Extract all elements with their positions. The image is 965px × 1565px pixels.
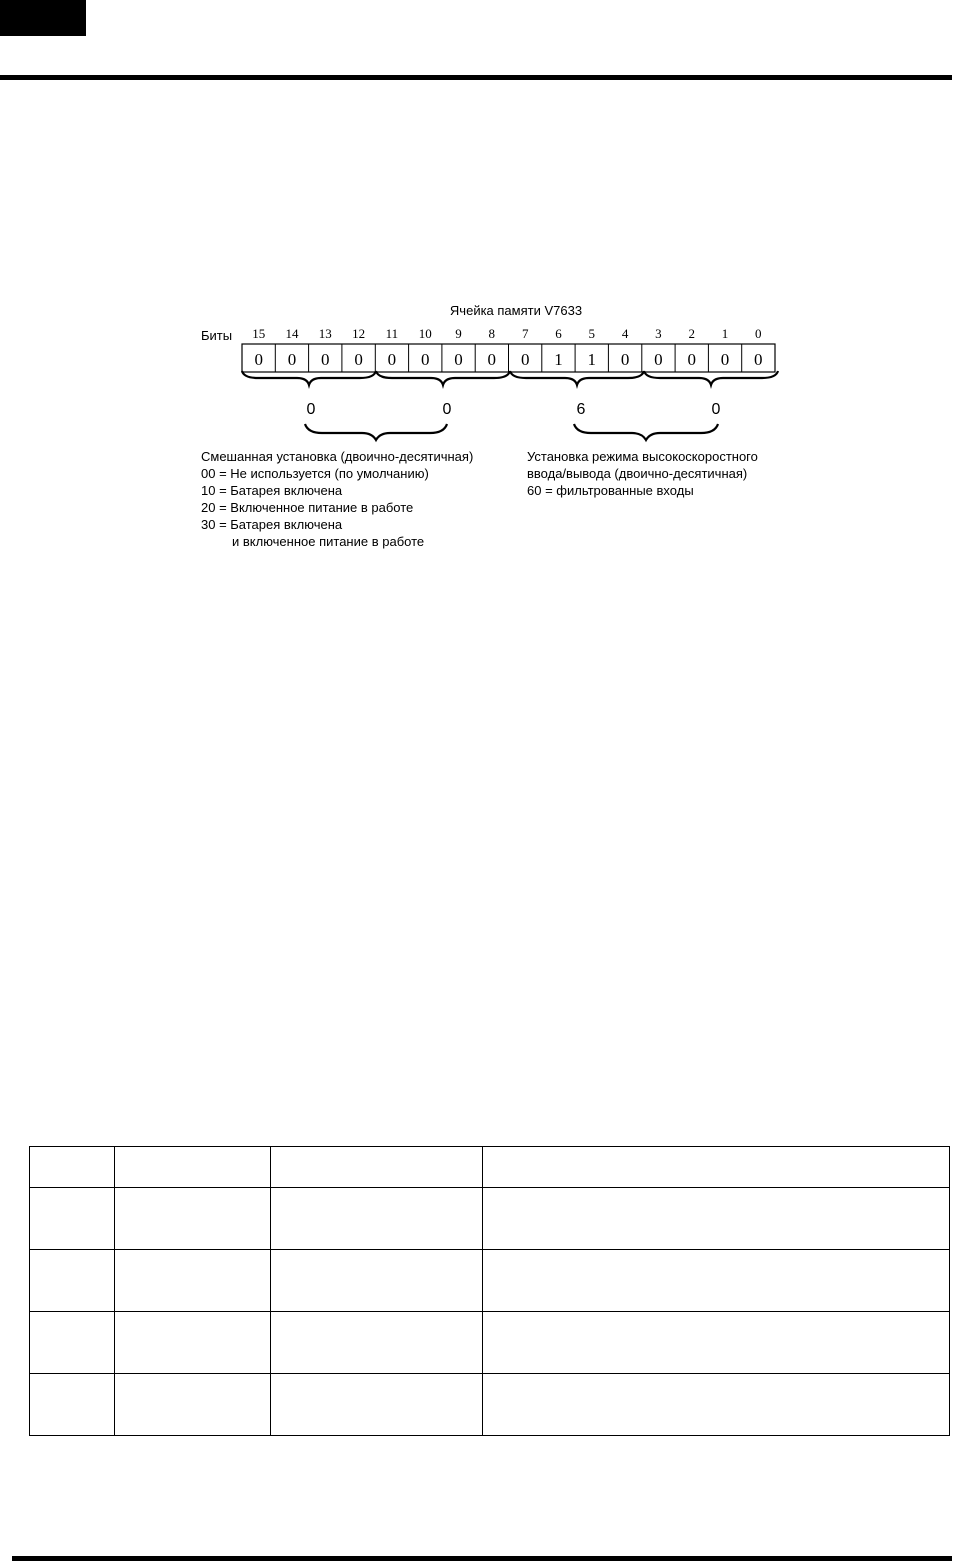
bit-value-cell: 1 bbox=[587, 350, 597, 369]
bit-value-cell: 0 bbox=[754, 350, 763, 369]
table-row bbox=[30, 1250, 950, 1312]
table-cell bbox=[114, 1312, 270, 1374]
bit-number-label: 9 bbox=[455, 326, 462, 341]
bit-number-label: 12 bbox=[352, 326, 366, 341]
table-cell bbox=[270, 1188, 482, 1250]
table-header-row bbox=[30, 1147, 950, 1188]
footer-rule bbox=[12, 1556, 952, 1561]
legend-misc-line: Смешанная установка (двоично-десятичная) bbox=[201, 449, 474, 464]
brace-nibble-2 bbox=[376, 371, 510, 385]
empty-table bbox=[29, 1146, 950, 1436]
register-box bbox=[242, 344, 775, 372]
table-cell bbox=[30, 1312, 115, 1374]
bit-number-label: 4 bbox=[621, 326, 629, 341]
bit-number-row bbox=[252, 326, 761, 341]
table-cell bbox=[482, 1250, 950, 1312]
bit-number-label: 13 bbox=[318, 326, 332, 341]
bit-number-label: 15 bbox=[252, 326, 266, 341]
legend-hsio-line: 60 = фильтрованные входы bbox=[527, 483, 694, 498]
bit-number-label: 14 bbox=[285, 326, 299, 341]
nibble-value: 0 bbox=[442, 401, 452, 418]
bit-diagram-svg bbox=[0, 290, 965, 570]
legend-hsio-line: ввода/вывода (двоично-десятичная) bbox=[527, 466, 748, 481]
table-cell bbox=[270, 1374, 482, 1436]
bit-number-label: 11 bbox=[385, 326, 399, 341]
bit-number-label: 1 bbox=[721, 326, 729, 341]
nibble-value: 6 bbox=[576, 401, 586, 418]
bits-label: Биты bbox=[201, 328, 233, 343]
nibble-braces bbox=[242, 371, 778, 385]
nibble-value: 0 bbox=[306, 401, 316, 418]
bit-number-label: 6 bbox=[555, 326, 562, 341]
bit-value-cell: 0 bbox=[654, 350, 663, 369]
bit-value-cell: 0 bbox=[620, 350, 630, 369]
brace-nibble-3 bbox=[242, 371, 376, 385]
bit-value-cell: 0 bbox=[520, 350, 530, 369]
legend-misc-line: 20 = Включенное питание в работе bbox=[201, 500, 414, 515]
memory-bit-diagram bbox=[0, 290, 965, 570]
table-cell bbox=[270, 1147, 482, 1188]
legend-misc-setup bbox=[201, 449, 473, 549]
table-cell bbox=[270, 1250, 482, 1312]
cell-dividers bbox=[275, 344, 741, 372]
bit-value-cell: 0 bbox=[254, 350, 263, 369]
header-rule bbox=[0, 75, 952, 80]
table-cell bbox=[114, 1374, 270, 1436]
corner-block bbox=[0, 0, 86, 36]
bit-value-cell: 0 bbox=[321, 350, 330, 369]
nibble-value: 0 bbox=[711, 401, 721, 418]
bit-number-label: 5 bbox=[588, 326, 596, 341]
table-cell bbox=[114, 1147, 270, 1188]
bit-value-cell: 0 bbox=[387, 350, 397, 369]
bit-number-label: 8 bbox=[488, 326, 496, 341]
legend-misc-line: 10 = Батарея включена bbox=[201, 483, 343, 498]
legend-hsio-line: Установка режима высокоскоростного bbox=[527, 449, 758, 464]
bit-number-label: 3 bbox=[655, 326, 662, 341]
table-row bbox=[30, 1374, 950, 1436]
brace-nibble-1 bbox=[510, 371, 644, 385]
legend-misc-line: 30 = Батарея включена bbox=[201, 517, 343, 532]
table-cell bbox=[114, 1188, 270, 1250]
table-cell bbox=[482, 1147, 950, 1188]
table-cell bbox=[30, 1188, 115, 1250]
table-cell bbox=[30, 1147, 115, 1188]
bit-number-label: 2 bbox=[688, 326, 695, 341]
table-cell bbox=[30, 1374, 115, 1436]
legend-misc-line: и включенное питание в работе bbox=[232, 534, 425, 549]
bit-number-label: 10 bbox=[418, 326, 432, 341]
bit-value-cell: 0 bbox=[454, 350, 463, 369]
bit-value-cell: 0 bbox=[420, 350, 430, 369]
table-cell bbox=[482, 1312, 950, 1374]
brace-high-byte bbox=[305, 424, 447, 440]
bit-value-cell: 0 bbox=[487, 350, 497, 369]
bit-number-label: 7 bbox=[521, 326, 529, 341]
bit-value-cell: 0 bbox=[287, 350, 297, 369]
brace-nibble-0 bbox=[644, 371, 778, 385]
bit-value-cell: 0 bbox=[354, 350, 363, 369]
bit-value-cell: 1 bbox=[554, 350, 563, 369]
nibble-value-row bbox=[307, 401, 721, 418]
diagram-title: Ячейка памяти V7633 bbox=[449, 303, 583, 318]
bit-value-cell: 0 bbox=[720, 350, 730, 369]
table-cell bbox=[270, 1312, 482, 1374]
bit-number-label: 0 bbox=[755, 326, 762, 341]
table-row bbox=[30, 1188, 950, 1250]
table-cell bbox=[114, 1250, 270, 1312]
legend-hsio-mode bbox=[527, 449, 758, 498]
brace-low-byte bbox=[574, 424, 718, 440]
table-cell bbox=[482, 1188, 950, 1250]
legend-misc-line: 00 = Не используется (по умолчанию) bbox=[201, 466, 429, 481]
byte-braces bbox=[305, 424, 718, 440]
table-cell bbox=[482, 1374, 950, 1436]
table-cell bbox=[30, 1250, 115, 1312]
bit-value-cell: 0 bbox=[687, 350, 696, 369]
table-row bbox=[30, 1312, 950, 1374]
